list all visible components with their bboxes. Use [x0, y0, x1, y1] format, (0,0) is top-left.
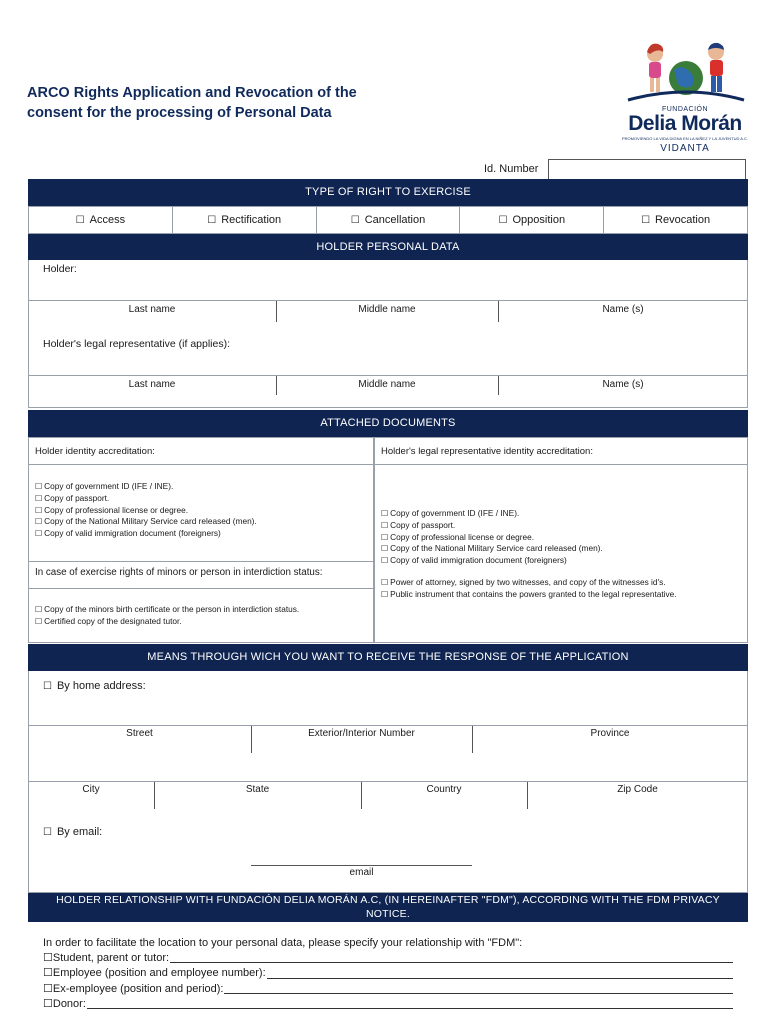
list-item[interactable]: ☐ Copy of the minors birth certificate or the person in interdiction status. [35, 604, 300, 614]
checkbox-icon[interactable]: ☐ [381, 589, 389, 599]
right-option-cancellation[interactable]: ☐ Cancellation [317, 207, 461, 233]
logo-fundacion-text: FUNDACIÓN [661, 106, 709, 113]
blank-line[interactable] [87, 997, 733, 1009]
blank-line[interactable] [267, 966, 733, 978]
checkbox-icon[interactable]: ☐ [43, 982, 53, 995]
checkbox-icon[interactable]: ☐ [381, 520, 389, 530]
id-number-field[interactable] [548, 159, 746, 179]
list-item[interactable]: ☐ Copy of professional license or degree. [381, 531, 535, 542]
state-label: State [245, 784, 270, 795]
checkbox-icon[interactable]: ☐ [43, 681, 52, 692]
relationship-intro: In order to facilitate the location to your personal data, please specify your relationship with "FDM": [43, 937, 523, 949]
means-header: MEANS THROUGH WICH YOU WANT TO RECEIVE THE RESPONSE OF THE APPLICATION [28, 644, 748, 671]
list-item[interactable]: ☐ Power of attorney, signed by two witnesses, and copy of the witnesses id's. [381, 577, 666, 587]
right-option-access[interactable]: ☐ Access [29, 207, 173, 233]
relationship-ex-employee-field[interactable]: ☐ Ex-employee (position and period): [43, 982, 733, 997]
fundacion-logo [620, 40, 750, 155]
holder-names-label: Name (s) [602, 304, 644, 315]
number-label: Exterior/Interior Number [308, 728, 415, 739]
city-col-divider [361, 782, 362, 809]
right-option-opposition[interactable]: ☐ Opposition [460, 207, 604, 233]
checkbox-icon[interactable]: ☐ [43, 997, 53, 1010]
right-option-rectification[interactable]: ☐ Rectification [173, 207, 317, 233]
checkbox-icon[interactable]: ☐ [498, 214, 508, 226]
address-col-divider [472, 726, 473, 753]
rep-name-divider [28, 375, 748, 376]
checkbox-icon[interactable]: ☐ [43, 967, 53, 980]
list-item[interactable]: ☐ Certified copy of the designated tutor. [35, 615, 182, 626]
relationship-header-line-2: NOTICE. [366, 907, 410, 920]
rep-accreditation-label: Holder's legal representative identity accreditation: [381, 446, 593, 457]
checkbox-icon[interactable]: ☐ [381, 509, 389, 518]
rights-options [28, 206, 748, 234]
address-divider [28, 725, 748, 726]
relationship-student-field[interactable]: ☐ Student, parent or tutor: [43, 951, 733, 966]
list-item[interactable]: ☐ Public instrument that contains the powers granted to the legal representative. [381, 588, 677, 599]
minors-label: In case of exercise rights of minors or person in interdiction status: [35, 567, 323, 578]
holder-middle-name-label: Middle name [358, 304, 416, 315]
country-label: Country [426, 784, 462, 795]
title-line-2: consent for the processing of Personal Data [27, 105, 332, 121]
email-label: email [349, 867, 374, 878]
relationship-donor-field[interactable]: ☐ Donor: [43, 997, 733, 1012]
street-label: Street [126, 728, 153, 739]
email-option[interactable]: ☐ By email: [43, 826, 103, 838]
logo-name-text: Delia Morán [628, 112, 742, 135]
relationship-employee-field[interactable]: ☐ Employee (position and employee number): [43, 966, 733, 981]
logo-vidanta-text: VIDANTA [660, 143, 710, 154]
rep-col-divider [498, 376, 499, 395]
rep-names-label: Name (s) [602, 379, 644, 390]
list-item[interactable]: ☐ Copy of passport. [35, 492, 110, 503]
checkbox-icon[interactable]: ☐ [641, 214, 651, 226]
list-item[interactable]: ☐ Copy of government ID (IFE / INE). [35, 481, 174, 491]
page-title [27, 83, 447, 123]
means-box [28, 671, 748, 893]
children-globe-icon [620, 40, 750, 106]
rep-extra-docs-list [381, 577, 677, 601]
logo-tagline-text: PROMOVIENDO LA VIDA DIGNA EN LA NIÑEZ Y LA JUVENTUD A.C. [621, 136, 749, 141]
list-item[interactable]: ☐ Copy of valid immigration document (foreigners) [381, 555, 567, 566]
city-col-divider [527, 782, 528, 809]
right-option-revocation[interactable]: ☐ Revocation [641, 214, 711, 226]
home-address-option[interactable]: ☐ By home address: [43, 680, 146, 692]
title-line-1: ARCO Rights Application and Revocation of the [27, 85, 357, 101]
representative-label: Holder's legal representative (if applies): [43, 338, 231, 350]
relationship-list [43, 936, 733, 1012]
rep-last-name-label: Last name [128, 379, 176, 390]
checkbox-icon[interactable]: ☐ [43, 827, 52, 838]
province-label: Province [590, 728, 630, 739]
checkbox-icon[interactable]: ☐ [75, 214, 85, 226]
holder-name-divider [28, 300, 748, 301]
holder-docs-list [35, 481, 257, 540]
checkbox-icon[interactable]: ☐ [381, 544, 389, 554]
checkbox-icon[interactable]: ☐ [35, 493, 43, 503]
checkbox-icon[interactable]: ☐ [207, 214, 217, 226]
holder-label: Holder: [43, 263, 77, 275]
city-col-divider [154, 782, 155, 809]
list-item[interactable]: ☐ Copy of the National Military Service card released (men). [381, 543, 603, 554]
blank-line[interactable] [170, 951, 733, 963]
checkbox-icon[interactable]: ☐ [35, 517, 43, 527]
checkbox-icon[interactable]: ☐ [381, 532, 389, 542]
holder-col-divider [498, 301, 499, 322]
relationship-header-line-1: HOLDER RELATIONSHIP WITH FUNDACIÓN DELIA MORÁN A.C, (IN HEREINAFTER "FDM"), ACCORDING WITH THE FDM PRIVACY [56, 894, 720, 906]
city-label: City [82, 784, 100, 795]
list-item[interactable]: ☐ Copy of the National Military Service card released (men). [35, 516, 257, 527]
checkbox-icon[interactable]: ☐ [381, 578, 389, 587]
list-item[interactable]: ☐ Copy of passport. [381, 519, 456, 530]
list-item[interactable]: ☐ Copy of professional license or degree. [35, 504, 189, 515]
list-item[interactable]: ☐ Copy of valid immigration document (foreigners) [35, 528, 221, 539]
minors-docs-list [35, 604, 299, 628]
zip-label: Zip Code [617, 784, 658, 795]
checkbox-icon[interactable]: ☐ [43, 952, 53, 965]
holder-col-divider [276, 301, 277, 322]
id-number-label: Id. Number [484, 163, 539, 175]
checkbox-icon[interactable]: ☐ [35, 605, 43, 614]
holder-last-name-label: Last name [128, 304, 176, 315]
checkbox-icon[interactable]: ☐ [35, 616, 43, 626]
address-col-divider [251, 726, 252, 753]
list-item[interactable]: ☐ Copy of government ID (IFE / INE). [381, 508, 520, 518]
rep-middle-name-label: Middle name [358, 379, 416, 390]
documents-header: ATTACHED DOCUMENTS [28, 410, 748, 437]
rep-col-divider [276, 376, 277, 395]
checkbox-icon[interactable]: ☐ [35, 529, 43, 539]
email-field[interactable] [251, 865, 472, 866]
checkbox-icon[interactable]: ☐ [35, 482, 43, 491]
checkbox-icon[interactable]: ☐ [35, 505, 43, 515]
checkbox-icon[interactable]: ☐ [350, 214, 360, 226]
holder-header: HOLDER PERSONAL DATA [28, 234, 748, 260]
blank-line[interactable] [224, 982, 733, 994]
relationship-header [28, 893, 748, 922]
rep-docs-list [381, 508, 603, 567]
holder-accreditation-label: Holder identity accreditation: [35, 446, 155, 457]
checkbox-icon[interactable]: ☐ [381, 556, 389, 566]
city-divider [28, 781, 748, 782]
rights-header: TYPE OF RIGHT TO EXERCISE [28, 179, 748, 206]
